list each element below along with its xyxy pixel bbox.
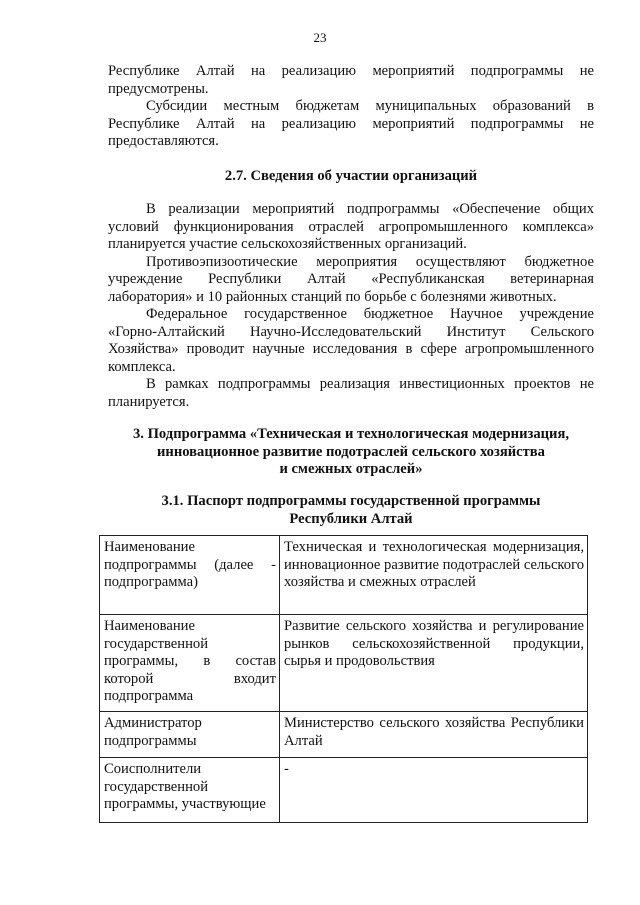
paragraph: Субсидии местным бюджетам муниципальных образований в Республике Алтай на реализацию мероприятий подпрограммы не предоставляются. xyxy=(108,98,594,149)
section-2-7-text xyxy=(108,201,594,411)
intro-text xyxy=(108,63,594,151)
table-row xyxy=(100,615,588,712)
heading-line: Республики Алтай xyxy=(289,510,413,527)
table-row xyxy=(100,712,588,758)
table-row xyxy=(100,536,588,615)
section-heading-3 xyxy=(108,426,594,479)
heading-line: инновационное развитие подотраслей сельского хозяйства xyxy=(157,443,545,460)
table-cell-label: Наименование государственной программы, в состав которой входит подпрограмма xyxy=(100,615,280,712)
table-cell-value: - xyxy=(280,758,588,823)
section-heading-2-7: 2.7. Сведения об участии организаций xyxy=(224,168,478,184)
heading-line: 3. Подпрограмма «Техническая и технологическая модернизация, xyxy=(132,426,570,442)
paragraph: Республике Алтай на реализацию мероприятий подпрограммы не предусмотрены. xyxy=(108,63,594,97)
table-cell-label: Наименование подпрограммы (далее - подпрограмма) xyxy=(100,536,280,615)
table-row xyxy=(100,758,588,823)
table-cell-label: Администратор подпрограммы xyxy=(100,712,280,758)
page-number: 23 xyxy=(313,30,327,45)
paragraph: В реализации мероприятий подпрограммы «Обеспечение общих условий функционирования отраслей агропромышленного комплекса» планируется участие сельскохозяйственных организаций. xyxy=(108,201,594,252)
table-cell-value: Техническая и технологическая модернизация, инновационное развитие подотраслей сельского хозяйства и смежных отраслей xyxy=(280,536,588,615)
table-cell-value: Министерство сельского хозяйства Республики Алтай xyxy=(280,712,588,758)
paragraph: В рамках подпрограммы реализация инвестиционных проектов не планируется. xyxy=(108,376,594,410)
heading-line: 3.1. Паспорт подпрограммы государственной программы xyxy=(161,493,541,509)
paragraph: Федеральное государственное бюджетное Научное учреждение «Горно-Алтайский Научно-Исследовательский Институт Сельского Хозяйства» проводит научные исследования в сфере агропромышленного комплекса. xyxy=(108,306,594,375)
heading-line: и смежных отраслей» xyxy=(279,461,423,477)
table-cell-value: Развитие сельского хозяйства и регулирование рынков сельскохозяйственной продукции, сырья и продовольствия xyxy=(280,615,588,712)
section-heading-3-1 xyxy=(108,493,594,528)
paragraph: Противоэпизоотические мероприятия осуществляют бюджетное учреждение Республики Алтай «Республиканская ветеринарная лаборатория» и 10 районных станций по борьбе с болезнями животных. xyxy=(108,253,594,305)
passport-table xyxy=(99,535,588,823)
table-cell-label: Соисполнители государственной программы, участвующие xyxy=(100,758,280,823)
